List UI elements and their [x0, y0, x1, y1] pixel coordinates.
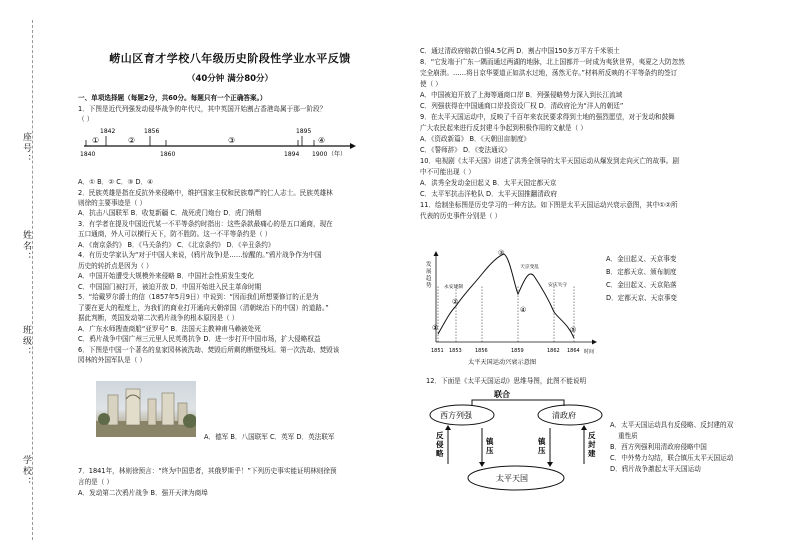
q12-text: 12．下面是《太平天国运动》思维导图，此图不能说明: [426, 377, 587, 385]
chart-annot-tianjing: 天京变乱: [520, 265, 540, 270]
margin-label-name: 姓名：: [21, 230, 31, 263]
mindmap-label-qing-suppress: 镇压: [538, 437, 546, 455]
q10-text: 10．电视剧《太平天国》讲述了洪秀全领导的太平天国运动从爆发到走向灭亡的故事。剧: [420, 157, 679, 165]
q11-option-c: C．金田起义、天京陷落: [606, 281, 677, 289]
chart-y-label: 发展趋势: [426, 262, 432, 289]
timeline-year-1895: 1895: [296, 128, 312, 135]
q1-text: 1．下图是近代列强发动侵华战争的年代尺，其中英国开始割占香港岛属于那一阶段？: [78, 105, 327, 113]
q12-option-d: D．鸦片战争激起太平天国运动: [610, 465, 701, 473]
timeline-segment-2: ②: [128, 136, 136, 145]
chart-x-arrow: [592, 340, 597, 345]
q11-text-2: 代表的历史事件分别是（ ）: [420, 212, 502, 220]
timeline-year-1894: 1894: [284, 151, 300, 158]
q6-options: A．德军 B．八国联军 C．英军 D．英法联军: [204, 433, 335, 441]
margin-label-school: 学校：: [21, 455, 31, 488]
mindmap-label-anti-aggression: 反侵略: [436, 431, 444, 458]
q3-options: A．《南京条约》 B．《马关条约》 C．《北京条约》 D．《辛丑条约》: [78, 241, 275, 249]
q5-text-3: 据此判断，英国发动第二次鸦片战争的根本原因是（ ）: [78, 314, 239, 322]
chart-point-2: ②: [452, 298, 459, 306]
timeline-year-1840: 1840: [80, 151, 96, 158]
q8-options-ab: A．中国被迫开放了上海等通商口岸 B．列强侵略势力深入到长江流域: [420, 91, 623, 99]
chart-point-3: ③: [498, 249, 505, 257]
exam-subtitle: （40分钟 满分80分）: [186, 74, 274, 84]
q8-text-3: 使（ ）: [420, 80, 442, 88]
timeline-year-1842: 1842: [100, 128, 116, 135]
q12-option-c: C．中外势力勾结，联合镇压太平天国运动: [610, 454, 734, 462]
mindmap-west-text: 西方列强: [440, 411, 472, 420]
chart-annot-anqing: 安庆失守: [548, 283, 568, 288]
chart-trend-line: [438, 254, 577, 338]
timeline-year-1860: 1860: [160, 151, 176, 158]
q8-options-cd: C．列强获得在中国通商口岸投资设厂权 D．清政府沦为“洋人的朝廷”: [420, 102, 624, 110]
chart-point-4: ④: [520, 306, 527, 314]
timeline-year-1856: 1856: [144, 128, 160, 135]
chart-x-tick: 1862: [547, 348, 560, 354]
q3-text-2: 五口通商，外人可以横行天下，防不胜防。这一不平等条约是（ ）: [78, 230, 272, 238]
q6-text-2: 园林的外国军队是（ ）: [78, 356, 147, 364]
mindmap-label-union: 联合: [494, 390, 510, 399]
q7-text-2: 言的是（ ）: [78, 478, 114, 486]
q8-text: 8．“它发端于广东一隅而通过两湖的地脉，北上国都并一时成为夷狄世界，夷夏之大防忽然: [420, 58, 685, 66]
timeline-year-1900: 1900: [312, 151, 328, 158]
margin-label-class: 班级：: [21, 325, 31, 358]
q11-option-a: A．金田起义、天京事变: [606, 255, 677, 263]
timeline-segment-1: ①: [92, 136, 100, 145]
q7-text: 7．1841年，林则徐预言：“终为中国患者，其俄罗斯乎！”下列历史事实能证明林则徐预: [78, 467, 337, 475]
mindmap-taiping-text: 太平天国: [496, 474, 528, 483]
chart-annot-yongan: 永安建制: [444, 285, 464, 290]
q10-options-cd: C．太平军抗击洋枪队 D．太平天国推翻清政府: [420, 190, 558, 198]
q5-options-cd: C．鸦片战争中国广州三元里人民英勇抗争 D．进一步打开中国市场，扩大侵略权益: [78, 335, 321, 343]
section-heading: 一、单项选择题（每题2分，共60分。每题只有一个正确答案。）: [78, 94, 267, 102]
q9-text: 9．在太平天国运动中，反映了千百年来农民要求得到土地的强烈愿望，对于发动和鼓舞: [420, 113, 675, 121]
timeline-figure: [78, 122, 378, 172]
q6-text: 6．下图是中国一个著名的皇家园林被洗劫、焚毁后所剩的断壁残垣。第一次洗劫、焚毁该: [78, 346, 340, 354]
q2-options: A．抗击八国联军 B．收复新疆 C．战死虎门炮台 D．虎门销烟: [78, 209, 262, 217]
q11-option-b: B．定都天京、颁布制度: [606, 268, 677, 276]
taiping-mind-map: [424, 388, 610, 496]
q3-text: 3．有学者在提及中国近代某一不平等条约时指出：这些条款最痛心的是五口通商，现在: [78, 220, 333, 228]
chart-y-arrow: [434, 251, 439, 256]
mindmap-union-bracket: [472, 400, 564, 406]
mindmap-qing-text: 清政府: [552, 411, 576, 420]
timeline-arrow: [350, 143, 356, 149]
yuanmingyuan-ruins-photo: [96, 381, 196, 437]
margin-label-seat: 座号：: [21, 132, 31, 165]
chart-x-tick: 1853: [449, 348, 462, 354]
q12-option-a-cont: 重性质: [618, 432, 638, 440]
taiping-trend-chart: [424, 246, 604, 368]
q7-options-cd: C．通过清政府赔款白银4.5亿两 D．割占中国150多万平方千米领土: [420, 47, 620, 55]
q8-text-2: 完全崩溃。……将日京华要道正如洪水过地，荡然无存。”材料所反映的不平等条约的签订: [420, 69, 678, 77]
q10-text-2: 中不可能出现（ ）: [420, 168, 475, 176]
q4-options-cd: C．中国国门被打开，被迫开放 D．中国开始进入民主革命时期: [78, 283, 262, 291]
chart-x-tick: 1856: [475, 348, 488, 354]
q4-options-ab: A．中国开始遭受大规模外来侵略 B．中国社会性质发生变化: [78, 272, 254, 280]
mindmap-label-anti-feudal: 反封建: [588, 431, 596, 458]
q5-text-2: 了要在更大的程度上，为我们的商业打开通向天朝帝国（清朝统治下的中国）的道路。”: [78, 304, 329, 312]
q2-text-2: 则徐的主要事迹是（ ）: [78, 199, 147, 207]
chart-x-tick: 1859: [511, 348, 524, 354]
ruins-illustration: [96, 381, 196, 437]
binding-margin: [0, 0, 62, 560]
q9-options-ab: A．《资政新篇》 B．《天朝田亩制度》: [420, 135, 531, 143]
q5-options-ab: A．广东水师搜查商船“亚罗号” B．法国天主教神甫马赖被处死: [78, 325, 261, 333]
mindmap-label-west-suppress: 镇压: [486, 437, 494, 455]
chart-title: 太平天国运动兴衰示意图: [468, 359, 537, 366]
chart-point-5: ⑤: [570, 326, 577, 334]
q9-options-cd: C．《誓师辞》 D．《变法通议》: [420, 146, 511, 154]
timeline-segment-4: ④: [318, 136, 326, 145]
chart-x-tick: 1851: [431, 348, 444, 354]
q9-text-2: 广大农民起来进行反封建斗争起到积极作用的文献是（ ）: [420, 124, 587, 132]
q10-options-ab: A．洪秀全发动金田起义 B．太平天国定都天京: [420, 179, 557, 187]
chart-x-unit: 时间: [584, 349, 595, 355]
q12-option-a: A．太平天国运动具有反侵略、反封建的双: [610, 421, 734, 429]
q12-option-b: B．西方列强利用清政府侵略中国: [610, 443, 707, 451]
q1-text-2: （ ）: [78, 115, 94, 123]
q7-options-ab: A．发动第二次鸦片战争 B．强开天津为商埠: [78, 489, 208, 497]
exam-title: 崂山区育才学校八年级历史阶段性学业水平反馈: [109, 52, 351, 65]
chart-x-tick: 1864: [567, 348, 580, 354]
q11-option-d: D．定都天京、天京事变: [606, 294, 678, 302]
q1-options: A．① B．② C．③ D．④: [78, 178, 154, 186]
timeline-unit: （年）: [328, 151, 347, 158]
q2-text: 2．民族英雄是指在反抗外来侵略中，维护国家主权和民族尊严的仁人志士。民族英雄林: [78, 189, 333, 197]
q4-text-2: 历史的转折点是因为（ ）: [78, 262, 153, 270]
q5-text: 5．“给戴罗尔爵士的信（1857年5月9日）中说到：“因而我们所想要修订的正是为: [78, 293, 319, 301]
timeline-segment-3: ③: [228, 136, 236, 145]
chart-point-1: ①: [432, 324, 439, 332]
q4-text: 4．有历史学家认为“对于中国人来说，(鸦片战争)是……惊醒的。”鸦片战争作为中国: [78, 251, 322, 259]
q11-text: 11．绘制坐标图是历史学习的一种方法。如下图是太平天国运动兴衰示意图，其中①②所: [420, 201, 678, 209]
